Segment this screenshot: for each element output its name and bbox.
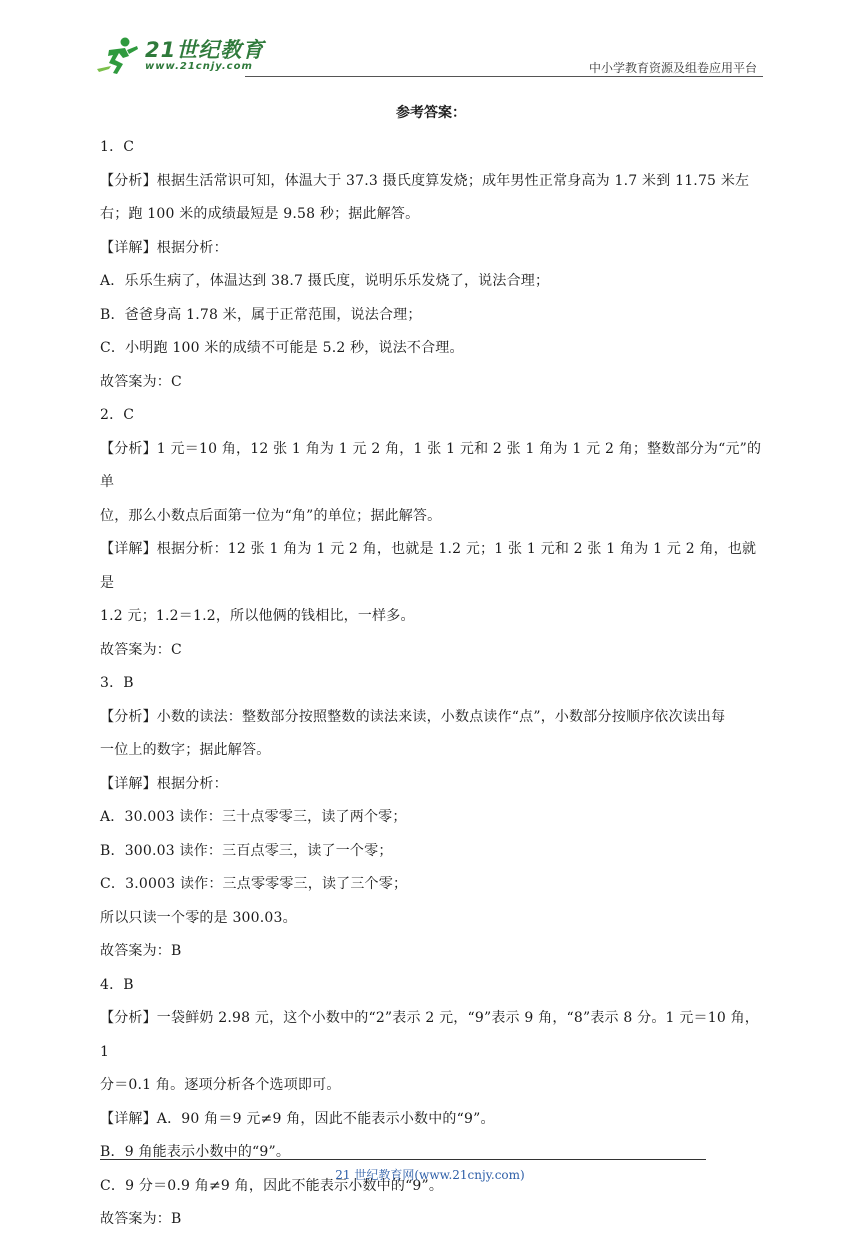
footer-text: 21 世纪教育网(www.21cnjy.com) xyxy=(335,1168,525,1182)
text-line: 【详解】根据分析： xyxy=(100,775,228,792)
text-line: 【详解】根据分析： xyxy=(100,239,228,256)
text-line: 右；跑 100 米的成绩最短是 9.58 秒；据此解答。 xyxy=(100,206,420,222)
text-line: B．300.03 读作：三百点零三，读了一个零； xyxy=(100,842,393,859)
text-line: 故答案为：C xyxy=(100,641,182,658)
text-line: 1.2 元；1.2＝1.2，所以他俩的钱相比，一样多。 xyxy=(100,608,415,624)
text-line: 位，那么小数点后面第一位为“角”的单位；据此解答。 xyxy=(100,507,442,524)
text-line: 故答案为：B xyxy=(100,943,182,959)
text-line: 3．B xyxy=(100,675,134,691)
logo-main-text: 21世纪教育 xyxy=(145,38,265,62)
text-line: 所以只读一个零的是 300.03。 xyxy=(100,909,297,926)
text-line: A．乐乐生病了，体温达到 38.7 摄氏度，说明乐乐发烧了，说法合理； xyxy=(100,273,550,289)
runner-logo-icon xyxy=(95,36,141,76)
text-line: 一位上的数字；据此解答。 xyxy=(100,742,271,758)
logo xyxy=(95,36,264,76)
text-line: A．30.003 读作：三十点零零三，读了两个零； xyxy=(100,809,407,825)
text-line: 1．C xyxy=(100,139,135,155)
logo-url-text: www.21cnjy.com xyxy=(145,61,253,72)
text-line: 【分析】根据生活常识可知，体温大于 37.3 摄氏度算发烧；成年男性正常身高为 1.7 米到 11.75 米左 xyxy=(100,172,750,189)
text-line: C．小明跑 100 米的成绩不可能是 5.2 秒，说法不合理。 xyxy=(100,340,464,356)
text-line: B．9 角能表示小数中的“9”。 xyxy=(100,1144,291,1160)
text-line: C．3.0003 读作：三点零零零三，读了三个零； xyxy=(100,876,408,892)
platform-title: 中小学教育资源及组卷应用平台 xyxy=(588,61,757,75)
page-title: 参考答案： xyxy=(396,105,466,121)
text-line: 分＝0.1 角。逐项分析各个选项即可。 xyxy=(100,1077,341,1093)
text-line: C．9 分＝0.9 角≠9 角，因此不能表示小数中的“9”。 xyxy=(100,1177,444,1194)
text-line: 【详解】根据分析：12 张 1 角为 1 元 2 角，也就是 1.2 元；1 张 1 元和 2 张 1 角为 1 元 2 角，也就是 xyxy=(100,541,757,591)
text-line: 【分析】一袋鲜奶 2.98 元，这个小数中的“2”表示 2 元，“9”表示 9 角，“8”表示 8 分。1 元＝10 角，1 xyxy=(100,1010,759,1060)
text-line: 2．C xyxy=(100,407,135,423)
text-line: 4．B xyxy=(100,976,134,993)
text-line: 【详解】A．90 角＝9 元≠9 角，因此不能表示小数中的“9”。 xyxy=(100,1110,495,1127)
text-line: 【分析】小数的读法：整数部分按照整数的读法来读，小数点读作“点”，小数部分按顺序依次读出每 xyxy=(100,708,726,725)
footer-divider xyxy=(100,1159,706,1160)
text-line: 故答案为：C xyxy=(100,373,182,390)
header-divider xyxy=(245,76,763,77)
answer-content xyxy=(100,98,762,1237)
text-line: 【分析】1 元＝10 角，12 张 1 角为 1 元 2 角，1 张 1 元和 2 张 1 角为 1 元 2 角；整数部分为“元”的单 xyxy=(100,440,762,490)
page-header xyxy=(95,30,763,78)
text-line: 故答案为：B xyxy=(100,1211,182,1227)
text-line: B．爸爸身高 1.78 米，属于正常范围，说法合理； xyxy=(100,306,422,323)
